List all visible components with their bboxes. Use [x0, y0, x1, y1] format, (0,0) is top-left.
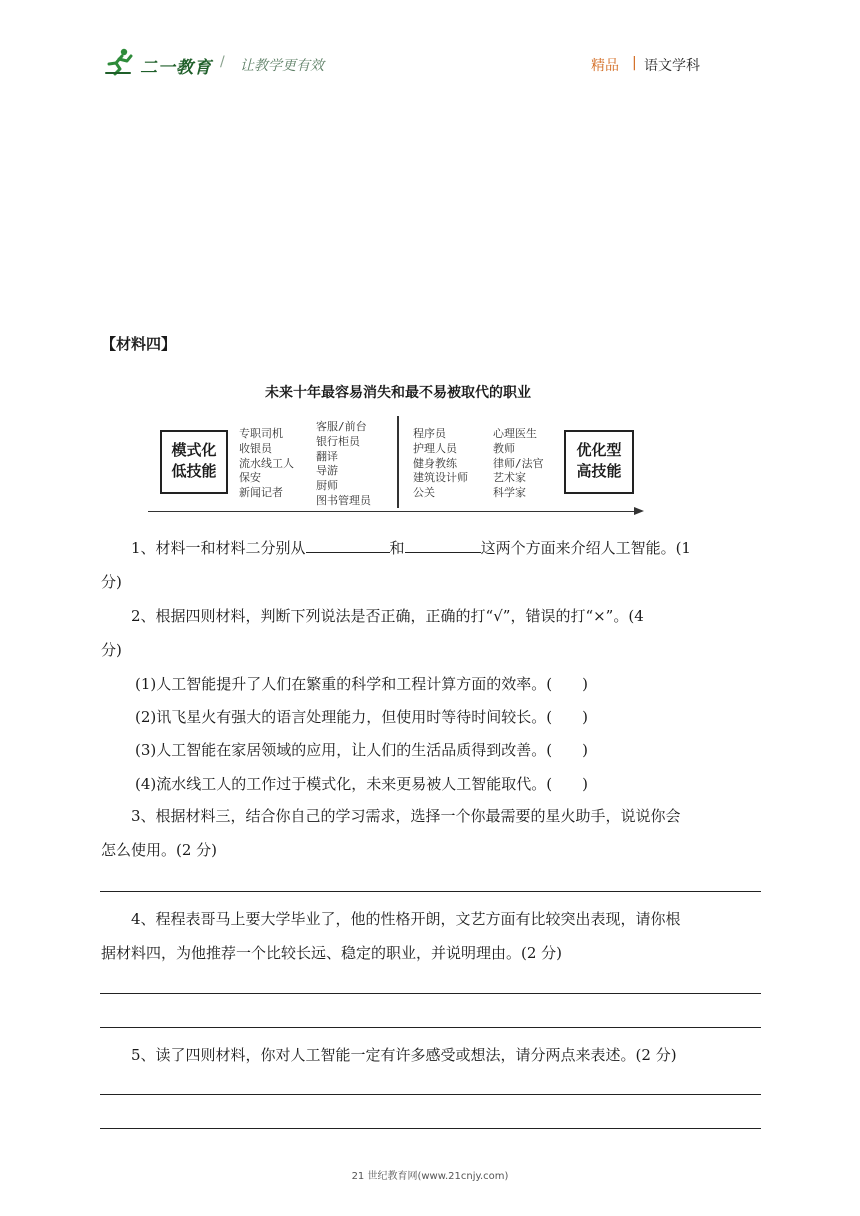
axis-line — [148, 511, 638, 512]
q1-text-d: 分) — [101, 573, 122, 591]
page-header — [0, 0, 860, 100]
job-item: 图书管理员 — [316, 493, 371, 507]
job-item: 银行柜员 — [316, 434, 360, 448]
job-item: 专职司机 — [239, 427, 283, 440]
job-item: 心理医生 — [493, 427, 537, 440]
q2-text-b: 分) — [101, 641, 122, 659]
low-skill-box — [160, 430, 228, 494]
judge-item-4[interactable]: (4)流水线工人的工作过于模式化，未来更易被人工智能取代。( ) — [135, 775, 588, 793]
q4-text-a: 4、程程表哥马上要大学毕业了，他的性格开朗，文艺方面有比较突出表现，请你根 — [131, 910, 681, 928]
arrow-right-icon — [634, 507, 644, 515]
job-item: 艺术家 — [493, 471, 526, 485]
jobs-figure — [148, 378, 648, 523]
q5-answer-line-1[interactable] — [100, 1094, 761, 1095]
jobs-column-4 — [493, 427, 544, 501]
jobs-column-1 — [239, 427, 294, 501]
judge-item-3[interactable]: (3)人工智能在家居领域的应用，让人们的生活品质得到改善。( ) — [135, 741, 588, 759]
q5-answer-line-2[interactable] — [100, 1128, 761, 1129]
job-item: 厨师 — [316, 479, 338, 493]
job-item: 建筑设计师 — [413, 471, 468, 485]
q1-text-c: 这两个方面来介绍人工智能。(1 — [480, 539, 691, 557]
question-4 — [101, 902, 761, 970]
high-skill-line-1: 优化型 — [576, 441, 622, 459]
job-item: 科学家 — [493, 486, 526, 500]
low-skill-line-1: 模式化 — [171, 441, 217, 459]
job-item: 保安 — [239, 471, 261, 485]
job-item: 新闻记者 — [239, 486, 283, 500]
q4-answer-line-1[interactable] — [100, 993, 761, 994]
job-item: 护理人员 — [413, 441, 457, 455]
job-item: 公关 — [413, 486, 435, 500]
q1-blank-1[interactable] — [306, 536, 390, 553]
question-2 — [101, 599, 761, 667]
page-footer: 21 世纪教育网(www.21cnjy.com) — [351, 1171, 509, 1182]
q1-blank-2[interactable] — [405, 536, 481, 553]
job-item: 流水线工人 — [239, 456, 294, 470]
q3-answer-line[interactable] — [100, 891, 761, 892]
job-item: 教师 — [493, 441, 515, 455]
q2-text-a: 2、根据四则材料，判断下列说法是否正确，正确的打“√”，错误的打“×”。(4 — [131, 607, 644, 625]
quality-badge: 精品 — [591, 58, 619, 74]
question-5 — [101, 1038, 761, 1072]
judge-item-2[interactable]: (2)讯飞星火有强大的语言处理能力，但使用时等待时间较长。( ) — [135, 708, 588, 726]
job-item: 律师/法官 — [493, 456, 544, 470]
job-item: 程序员 — [413, 427, 446, 440]
q4-answer-line-2[interactable] — [100, 1027, 761, 1028]
subject-label: 语文学科 — [644, 58, 700, 74]
section-title: 【材料四】 — [101, 335, 177, 353]
q1-text-a: 1、材料一和材料二分别从 — [131, 539, 306, 557]
badge-separator: | — [632, 55, 637, 71]
question-3 — [101, 799, 761, 867]
job-item: 客服/前台 — [316, 420, 367, 433]
job-item: 翻译 — [316, 449, 338, 463]
figure-divider — [397, 416, 399, 508]
slogan: 让教学更有效 — [240, 58, 324, 74]
q1-text-b: 和 — [389, 539, 405, 557]
slogan-separator: / — [220, 54, 225, 70]
jobs-column-2 — [316, 420, 371, 509]
logo-text: 二一教育 — [140, 58, 212, 78]
job-item: 收银员 — [239, 441, 272, 455]
job-item: 健身教练 — [413, 456, 457, 470]
q3-text-a: 3、根据材料三，结合你自己的学习需求，选择一个你最需要的星火助手，说说你会 — [131, 807, 681, 825]
judge-item-1[interactable]: (1)人工智能提升了人们在繁重的科学和工程计算方面的效率。( ) — [135, 675, 588, 693]
low-skill-line-2: 低技能 — [171, 462, 217, 480]
figure-title: 未来十年最容易消失和最不易被取代的职业 — [265, 385, 531, 401]
high-skill-box — [564, 430, 634, 494]
q4-text-b: 据材料四，为他推荐一个比较长远、稳定的职业，并说明理由。(2 分) — [101, 944, 563, 962]
runner-logo-icon — [104, 46, 134, 76]
high-skill-line-2: 高技能 — [576, 462, 622, 480]
job-item: 导游 — [316, 464, 338, 478]
question-1 — [101, 531, 761, 599]
q3-text-b: 怎么使用。(2 分) — [101, 841, 218, 859]
q5-text: 5、读了四则材料，你对人工智能一定有许多感受或想法，请分两点来表述。(2 分) — [131, 1046, 677, 1064]
jobs-column-3 — [413, 427, 468, 501]
